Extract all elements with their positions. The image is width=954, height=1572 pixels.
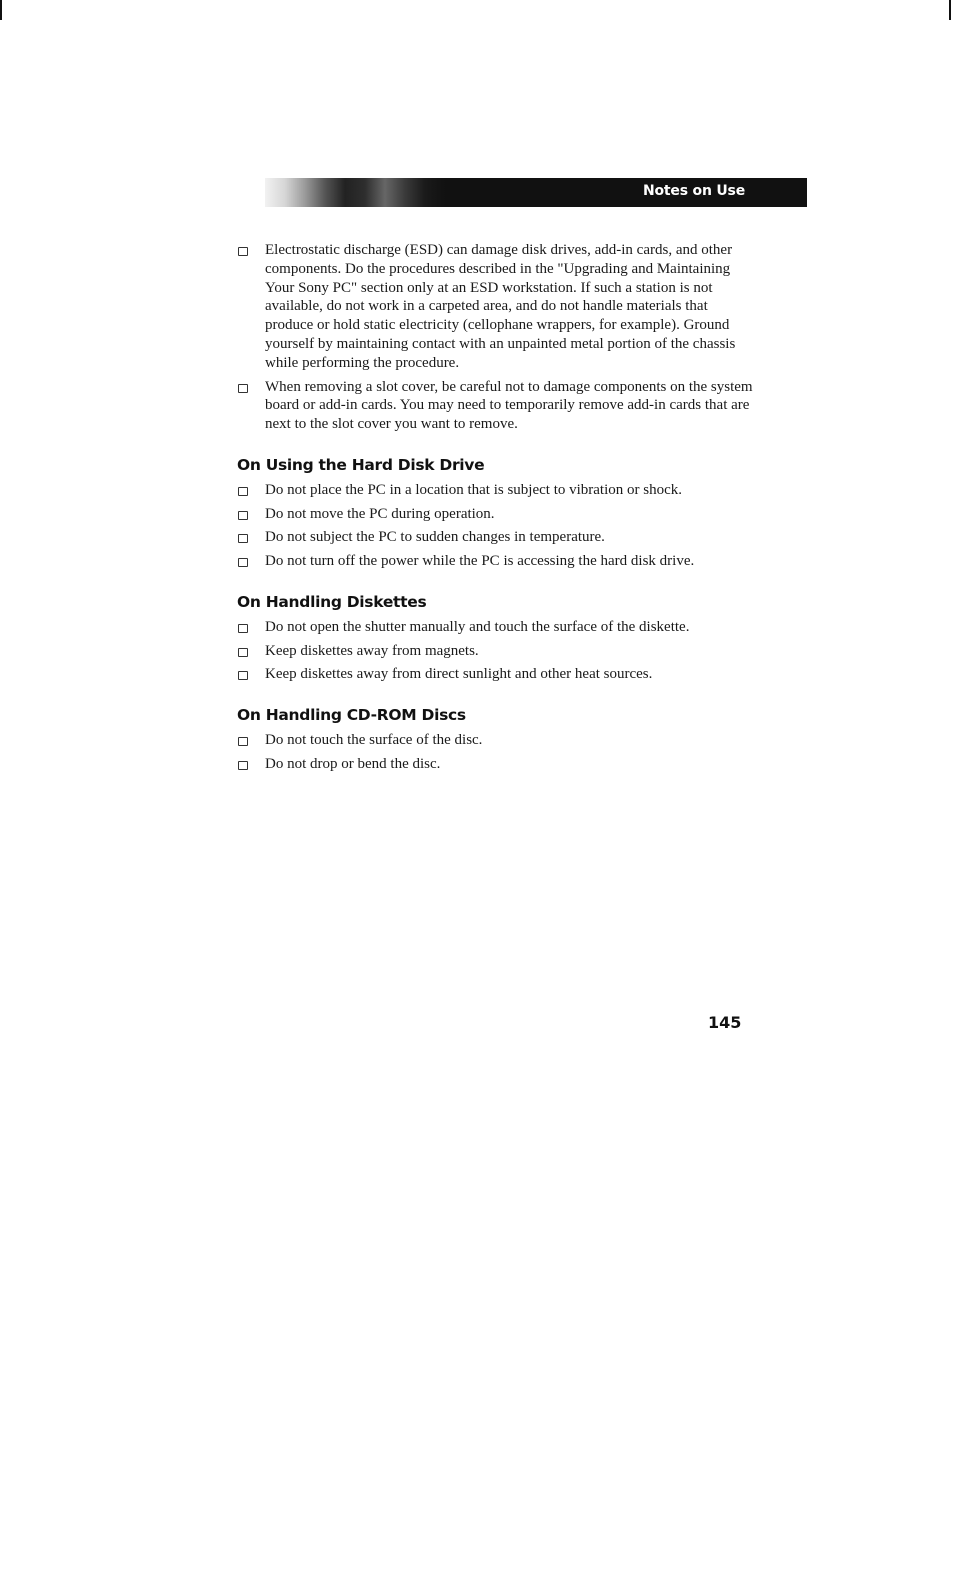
- list-item-text: Keep diskettes away from magnets.: [265, 642, 479, 659]
- checkbox-bullet-icon: [238, 487, 248, 496]
- list-item: [236, 665, 756, 684]
- scan-edge-mark-right: [949, 0, 951, 20]
- section-heading-cdrom: On Handling CD-ROM Discs: [237, 706, 466, 725]
- list-item-text: Electrostatic discharge (ESD) can damage disk drives, add-in cards, and other components. Do the procedures described in the "Upgrading and Maintaining Your Sony PC" section only at an ESD workstation. If such a station is not available, do not work in a carpeted area, and do not handle materials that produce or hold static electricity (cellophane wrappers, for example). Ground yourself by maintaining contact with an unpainted metal portion of the chassis while performing the procedure.: [265, 242, 736, 371]
- list-item: [236, 755, 756, 774]
- checkbox-bullet-icon: [238, 384, 248, 393]
- list-item: [236, 618, 756, 637]
- list-item-text: Do not open the shutter manually and touch the surface of the diskette.: [265, 618, 690, 635]
- list-item: [236, 505, 756, 524]
- list-item-text: Do not touch the surface of the disc.: [265, 731, 483, 748]
- diskettes-list: [236, 618, 756, 684]
- list-item: [236, 731, 756, 750]
- section-heading-diskettes: On Handling Diskettes: [237, 592, 427, 611]
- checkbox-bullet-icon: [238, 648, 248, 657]
- list-item: [236, 642, 756, 661]
- cdrom-list: [236, 731, 756, 774]
- running-header-bar: [265, 178, 807, 207]
- list-item-text: Do not subject the PC to sudden changes in temperature.: [265, 529, 605, 546]
- running-header-title: Notes on Use: [643, 183, 745, 199]
- list-item: [236, 528, 756, 547]
- intro-list: [236, 241, 756, 434]
- checkbox-bullet-icon: [238, 511, 248, 520]
- hard-disk-list: [236, 481, 756, 571]
- checkbox-bullet-icon: [238, 558, 248, 567]
- checkbox-bullet-icon: [238, 624, 248, 633]
- scan-edge-mark-left: [0, 0, 2, 20]
- list-item-text: Do not move the PC during operation.: [265, 505, 495, 522]
- checkbox-bullet-icon: [238, 534, 248, 543]
- list-item-text: Do not drop or bend the disc.: [265, 755, 441, 772]
- list-item-text: When removing a slot cover, be careful not to damage components on the system board or add-in cards. You may need to temporarily remove add-in cards that are next to the slot cover you want to remove.: [265, 378, 753, 433]
- checkbox-bullet-icon: [238, 671, 248, 680]
- page-content: [236, 241, 756, 779]
- list-item-text: Keep diskettes away from direct sunlight and other heat sources.: [265, 666, 653, 683]
- checkbox-bullet-icon: [238, 737, 248, 746]
- list-item-text: Do not place the PC in a location that is subject to vibration or shock.: [265, 481, 683, 498]
- section-heading-hard-disk: On Using the Hard Disk Drive: [237, 455, 485, 474]
- checkbox-bullet-icon: [238, 761, 248, 770]
- list-item: [236, 241, 756, 373]
- page-number: 145: [708, 1013, 742, 1032]
- checkbox-bullet-icon: [238, 247, 248, 256]
- list-item-text: Do not turn off the power while the PC is accessing the hard disk drive.: [265, 553, 695, 570]
- list-item: [236, 378, 756, 434]
- list-item: [236, 552, 756, 571]
- list-item: [236, 481, 756, 500]
